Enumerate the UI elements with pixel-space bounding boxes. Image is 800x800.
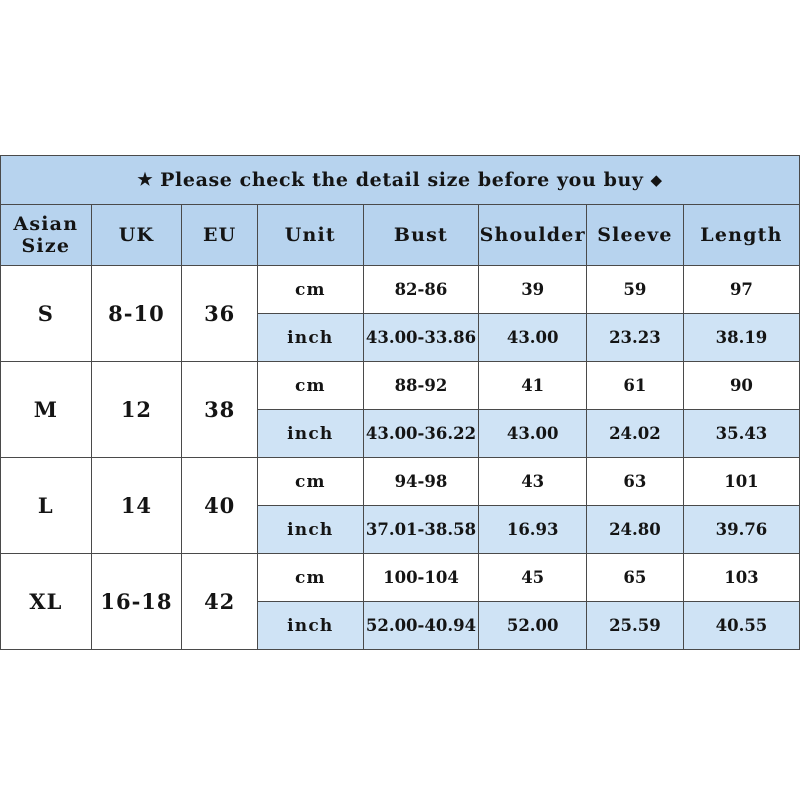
header-asian-size [1,205,92,266]
cell-length-cm: 90 [683,362,799,410]
cell-bust-inch: 43.00-36.22 [363,410,479,458]
table-row [1,266,800,314]
header-sleeve: Sleeve [586,205,683,266]
diamond-icon: ◆ [650,170,663,189]
cell-uk: 16-18 [91,554,182,650]
header-length: Length [683,205,799,266]
table-row [1,458,800,506]
header-uk: UK [91,205,182,266]
header-unit: Unit [258,205,363,266]
size-chart-table [0,155,800,650]
cell-length-cm: 103 [683,554,799,602]
cell-bust-cm: 82-86 [363,266,479,314]
star-icon: ★ [137,169,154,190]
cell-sleeve-cm: 61 [586,362,683,410]
cell-size: S [1,266,92,362]
cell-shoulder-cm: 45 [479,554,587,602]
cell-bust-cm: 100-104 [363,554,479,602]
banner-cell [1,156,800,205]
cell-shoulder-inch: 43.00 [479,410,587,458]
cell-bust-cm: 94-98 [363,458,479,506]
cell-shoulder-inch: 16.93 [479,506,587,554]
cell-size: M [1,362,92,458]
cell-eu: 36 [182,266,258,362]
table-row [1,362,800,410]
cell-sleeve-cm: 65 [586,554,683,602]
cell-uk: 12 [91,362,182,458]
cell-unit-inch: inch [258,602,363,650]
header-bust: Bust [363,205,479,266]
cell-sleeve-inch: 25.59 [586,602,683,650]
cell-shoulder-inch: 52.00 [479,602,587,650]
cell-unit-cm: cm [258,458,363,506]
cell-bust-cm: 88-92 [363,362,479,410]
cell-unit-cm: cm [258,554,363,602]
cell-size: L [1,458,92,554]
cell-unit-cm: cm [258,362,363,410]
cell-shoulder-inch: 43.00 [479,314,587,362]
cell-sleeve-cm: 63 [586,458,683,506]
cell-sleeve-inch: 24.80 [586,506,683,554]
cell-length-cm: 97 [683,266,799,314]
cell-uk: 8-10 [91,266,182,362]
cell-unit-inch: inch [258,506,363,554]
cell-shoulder-cm: 39 [479,266,587,314]
cell-shoulder-cm: 41 [479,362,587,410]
banner-row [1,156,800,205]
cell-bust-inch: 43.00-33.86 [363,314,479,362]
cell-length-inch: 39.76 [683,506,799,554]
cell-sleeve-inch: 24.02 [586,410,683,458]
cell-eu: 42 [182,554,258,650]
header-shoulder: Shoulder [479,205,587,266]
banner-text: Please check the detail size before you buy [160,169,644,191]
cell-sleeve-inch: 23.23 [586,314,683,362]
cell-unit-cm: cm [258,266,363,314]
cell-unit-inch: inch [258,410,363,458]
header-asian-size-line1: Asian [13,212,79,235]
cell-bust-inch: 37.01-38.58 [363,506,479,554]
cell-length-inch: 40.55 [683,602,799,650]
cell-eu: 40 [182,458,258,554]
cell-uk: 14 [91,458,182,554]
cell-unit-inch: inch [258,314,363,362]
cell-length-cm: 101 [683,458,799,506]
cell-size: XL [1,554,92,650]
cell-shoulder-cm: 43 [479,458,587,506]
cell-length-inch: 35.43 [683,410,799,458]
table-header-row [1,205,800,266]
header-eu: EU [182,205,258,266]
cell-length-inch: 38.19 [683,314,799,362]
cell-bust-inch: 52.00-40.94 [363,602,479,650]
header-asian-size-line2: Size [21,235,71,257]
table-row [1,554,800,602]
cell-sleeve-cm: 59 [586,266,683,314]
cell-eu: 38 [182,362,258,458]
